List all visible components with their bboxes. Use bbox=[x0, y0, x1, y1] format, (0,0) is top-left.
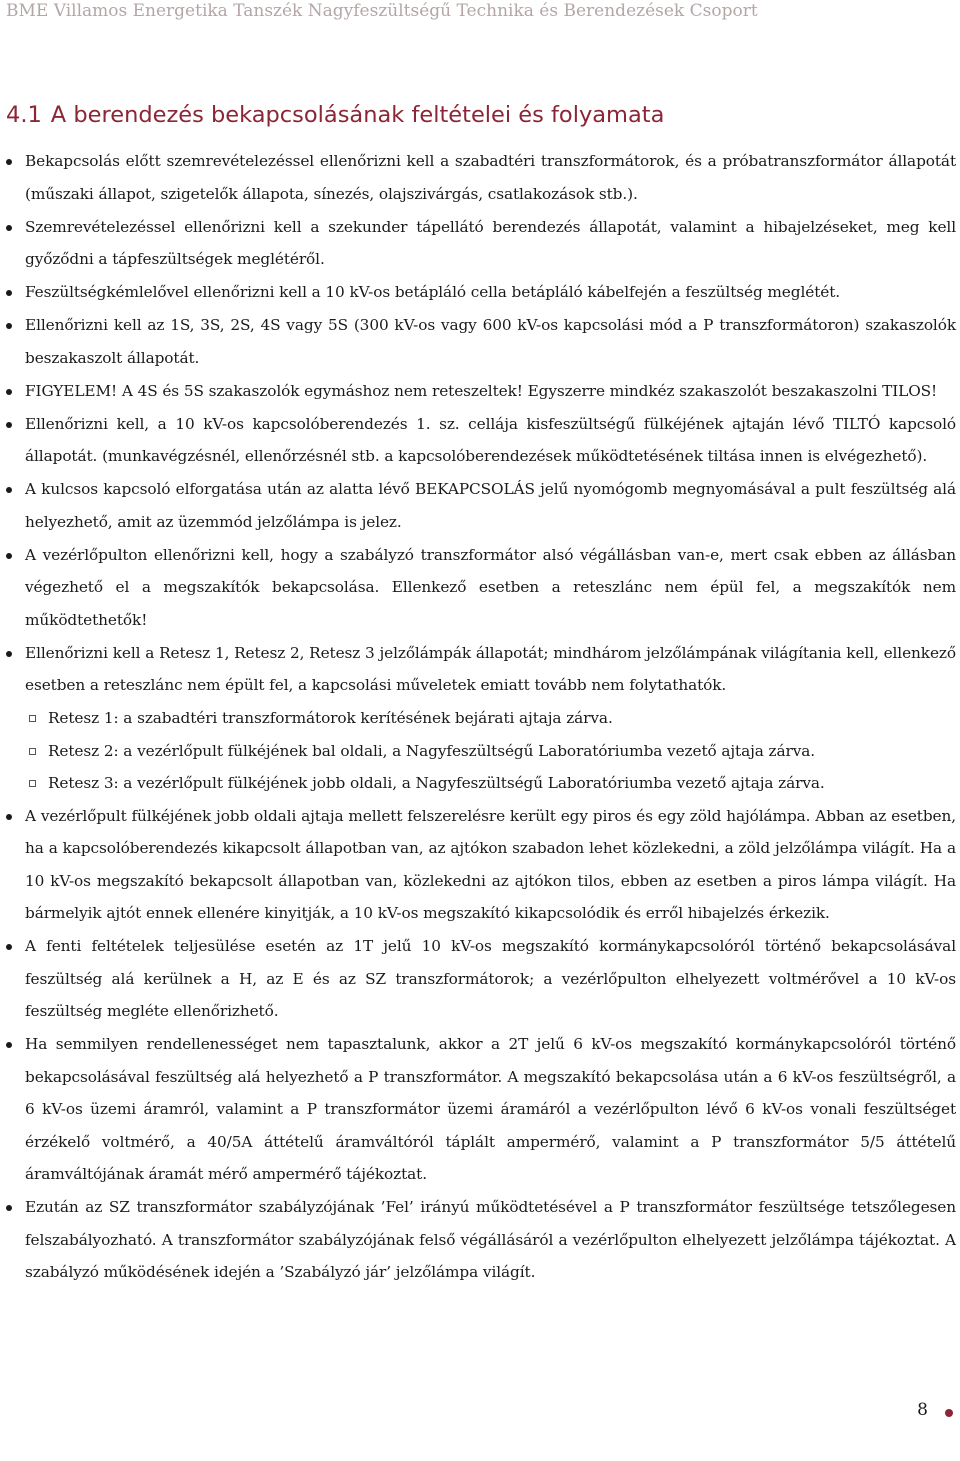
bullet-icon bbox=[6, 389, 12, 395]
bullet-icon bbox=[6, 290, 12, 296]
list-item bbox=[0, 211, 956, 276]
list-item bbox=[0, 930, 956, 1028]
list-item-text: A fenti feltételek teljesülése esetén az 1T jelű 10 kV-os megszakító kormánykapcsolóról történő bekapcsolásával feszültség alá kerülnek a H, az E és az SZ transzformátorok; a vezérlőpulton elhelyezett voltmérővel a 10 kV-os feszültség megléte ellenőrizhető. bbox=[25, 937, 956, 1020]
bullet-icon bbox=[6, 553, 12, 559]
section-heading bbox=[6, 102, 664, 128]
bullet-icon bbox=[6, 422, 12, 428]
list-item-text: Ellenőrizni kell a Retesz 1, Retesz 2, Retesz 3 jelzőlámpák állapotát; mindhárom jelzőlámpának világítania kell, ellenkező esetben a reteszlánc nem épült fel, a kapcsolási műveletek emiatt tovább nem folytathatók. bbox=[25, 643, 956, 694]
list-item-text: Ellenőrizni kell, a 10 kV-os kapcsolóberendezés 1. sz. cellája kisfeszültségű fülkéjének ajtaján lévő TILTÓ kapcsoló állapotát. (munkavégzésnél, ellenőrzésnél stb. a kapcsolóberendezések működtetésének tiltása innen is elvégezhető). bbox=[25, 414, 956, 465]
square-bullet-icon bbox=[29, 780, 36, 787]
document-body bbox=[0, 145, 956, 1289]
sub-list-item bbox=[0, 767, 956, 800]
list-item-text: Ellenőrizni kell az 1S, 3S, 2S, 4S vagy 5S (300 kV-os vagy 600 kV-os kapcsolási mód a P transzformátoron) szakaszolók beszakaszolt állapotát. bbox=[25, 316, 956, 367]
list-item bbox=[0, 473, 956, 538]
bullet-icon bbox=[6, 814, 12, 820]
bullet-icon bbox=[6, 944, 12, 950]
bullet-icon bbox=[6, 1042, 12, 1048]
list-item-text: Ha semmilyen rendellenességet nem tapasztalunk, akkor a 2T jelű 6 kV-os megszakító kormánykapcsolóról történő bekapcsolásával feszültség alá helyezhető a P transzformátor. A megszakító bekapcsolása után a 6 kV-os feszültségről, a 6 kV-os üzemi áramról, valamint a P transzformátor üzemi áramáról a vezérlőpulton lévő 6 kV-os vonali feszültséget érzékelő voltmérő, a 40/5A áttételű áramváltóról táplált ampermérő, valamint a P transzformátor 5/5 áttételű áramváltójának áramát mérő ampermérő tájékoztat. bbox=[25, 1035, 956, 1183]
list-item bbox=[0, 145, 956, 210]
list-item-text: Szemrevételezéssel ellenőrizni kell a szekunder tápellátó berendezés állapotát, valamint a hibajelzéseket, meg kell győződni a tápfeszültségek meglétéről. bbox=[25, 217, 956, 268]
sub-list-item bbox=[0, 702, 956, 735]
list-item-text: Ezután az SZ transzformátor szabályzójának ’Fel’ irányú működtetésével a P transzformátor feszültsége tetszőlegesen felszabályozható. A transzformátor szabályzójának felső végállásáról a vezérlőpulton elhelyezett jelzőlámpa tájékoztat. A szabályzó működésének idején a ’Szabályzó jár’ jelzőlámpa világít. bbox=[25, 1198, 956, 1281]
section-number: 4.1 bbox=[6, 102, 42, 128]
list-item-text: Retesz 1: a szabadtéri transzformátorok kerítésének bejárati ajtaja zárva. bbox=[48, 709, 613, 727]
sub-list-item bbox=[0, 735, 956, 768]
list-item bbox=[0, 539, 956, 637]
bullet-icon bbox=[6, 1205, 12, 1211]
list-item-text: Bekapcsolás előtt szemrevételezéssel ellenőrizni kell a szabadtéri transzformátorok, és a próbatranszformátor állapotát (műszaki állapot, szigetelők állapota, sínezés, olajszivárgás, csatlakozások stb.). bbox=[25, 152, 956, 203]
list-item-text: Retesz 3: a vezérlőpult fülkéjének jobb oldali, a Nagyfeszültségű Laboratóriumba vezető ajtaja zárva. bbox=[48, 774, 825, 792]
list-item bbox=[0, 1028, 956, 1191]
list-item bbox=[0, 1191, 956, 1289]
list-item-text: Retesz 2: a vezérlőpult fülkéjének bal oldali, a Nagyfeszültségű Laboratóriumba vezető ajtaja zárva. bbox=[48, 741, 816, 760]
list-item-text: A kulcsos kapcsoló elforgatása után az alatta lévő BEKAPCSOLÁS jelű nyomógomb megnyomásával a pult feszültség alá helyezhető, amit az üzemmód jelzőlámpa is jelez. bbox=[25, 480, 956, 531]
running-header: BME Villamos Energetika Tanszék Nagyfeszültségű Technika és Berendezések Csoport bbox=[6, 1, 758, 21]
list-item bbox=[0, 408, 956, 473]
list-item bbox=[0, 309, 956, 374]
list-item bbox=[0, 637, 956, 702]
square-bullet-icon bbox=[29, 748, 36, 755]
list-item-text: A vezérlőpult fülkéjének jobb oldali ajtaja mellett felszerelésre került egy piros és egy zöld hajólámpa. Abban az esetben, ha a kapcsolóberendezés kikapcsolt állapotban van, az ajtókon szabadon lehet közlekedni, a zöld jelzőlámpa világít. Ha a 10 kV-os megszakító bekapcsolt állapotban van, közlekedni az ajtókon tilos, ebben az esetben a piros lámpa világít. Ha bármelyik ajtót ennek ellenére kinyitják, a 10 kV-os megszakító kikapcsolódik és erről hibajelzés érkezik. bbox=[25, 806, 956, 922]
bullet-icon bbox=[6, 159, 12, 165]
list-item bbox=[0, 375, 956, 408]
bullet-icon bbox=[6, 487, 12, 493]
list-item-text: FIGYELEM! A 4S és 5S szakaszolók egymáshoz nem reteszeltek! Egyszerre mindkéz szakaszolót beszakaszolni TILOS! bbox=[25, 381, 938, 400]
bullet-icon bbox=[6, 225, 12, 231]
section-title: A berendezés bekapcsolásának feltételei és folyamata bbox=[50, 102, 665, 128]
list-item bbox=[0, 800, 956, 930]
list-item-text: Feszültségkémlelővel ellenőrizni kell a 10 kV-os betápláló cella betápláló kábelfején a feszültség meglétét. bbox=[25, 283, 841, 301]
page-number-dot-icon bbox=[945, 1409, 953, 1417]
square-bullet-icon bbox=[29, 715, 36, 722]
bullet-icon bbox=[6, 651, 12, 657]
list-item bbox=[0, 276, 956, 309]
list-item-text: A vezérlőpulton ellenőrizni kell, hogy a szabályzó transzformátor alsó végállásban van-e, mert csak ebben az állásban végezhető el a megszakítók bekapcsolása. Ellenkező esetben a reteszlánc nem épül fel, a megszakítók nem működtethetők! bbox=[25, 545, 956, 629]
bullet-icon bbox=[6, 323, 12, 329]
page-number: 8 bbox=[917, 1400, 928, 1420]
